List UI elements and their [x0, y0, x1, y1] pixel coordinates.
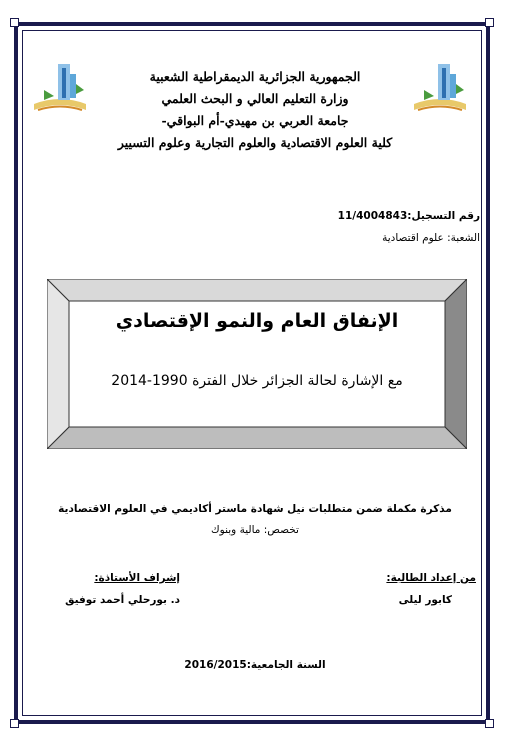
thesis-subtitle: مع الإشارة لحالة الجزائر خلال الفترة 1990-2014 — [111, 373, 403, 389]
registration-number: رقم التسجيل:11/4004843 — [337, 210, 480, 222]
student-name: كابور ليلى — [398, 594, 452, 606]
corner-ornament-top-left — [10, 18, 19, 27]
title-frame — [47, 279, 467, 449]
branch-label: الشعبة: علوم اقتصادية — [382, 232, 480, 244]
corner-ornament-bottom-left — [10, 719, 19, 728]
corner-ornament-top-right — [485, 18, 494, 27]
university-line: جامعة العربي بن مهيدي-أم البواقي- — [161, 113, 349, 128]
faculty-line: كلية العلوم الاقتصادية والعلوم التجارية وعلوم التسيير — [117, 135, 393, 150]
republic-line: الجمهورية الجزائرية الديمقراطية الشعبية — [149, 69, 361, 84]
institution-header — [90, 66, 420, 150]
thesis-title: الإنفاق العام والنمو الإقتصادي — [115, 310, 399, 332]
specialty-text: تخصص: مالية وبنوك — [211, 524, 299, 536]
memo-text: مذكرة مكملة ضمن متطلبات نيل شهادة ماستر أكاديمي في العلوم الاقتصادية — [58, 503, 452, 515]
academic-year: السنة الجامعية:2016/2015 — [184, 659, 326, 671]
university-logo-icon — [30, 60, 90, 118]
student-label: من إعداد الطالبة: — [386, 572, 476, 584]
ministry-line: وزارة التعليم العالي و البحث العلمي — [161, 91, 349, 106]
supervisor-name: د. بورحلي أحمد توفيق — [65, 594, 180, 606]
supervisor-label: إشراف الأستاذة: — [94, 572, 180, 584]
corner-ornament-bottom-right — [485, 719, 494, 728]
